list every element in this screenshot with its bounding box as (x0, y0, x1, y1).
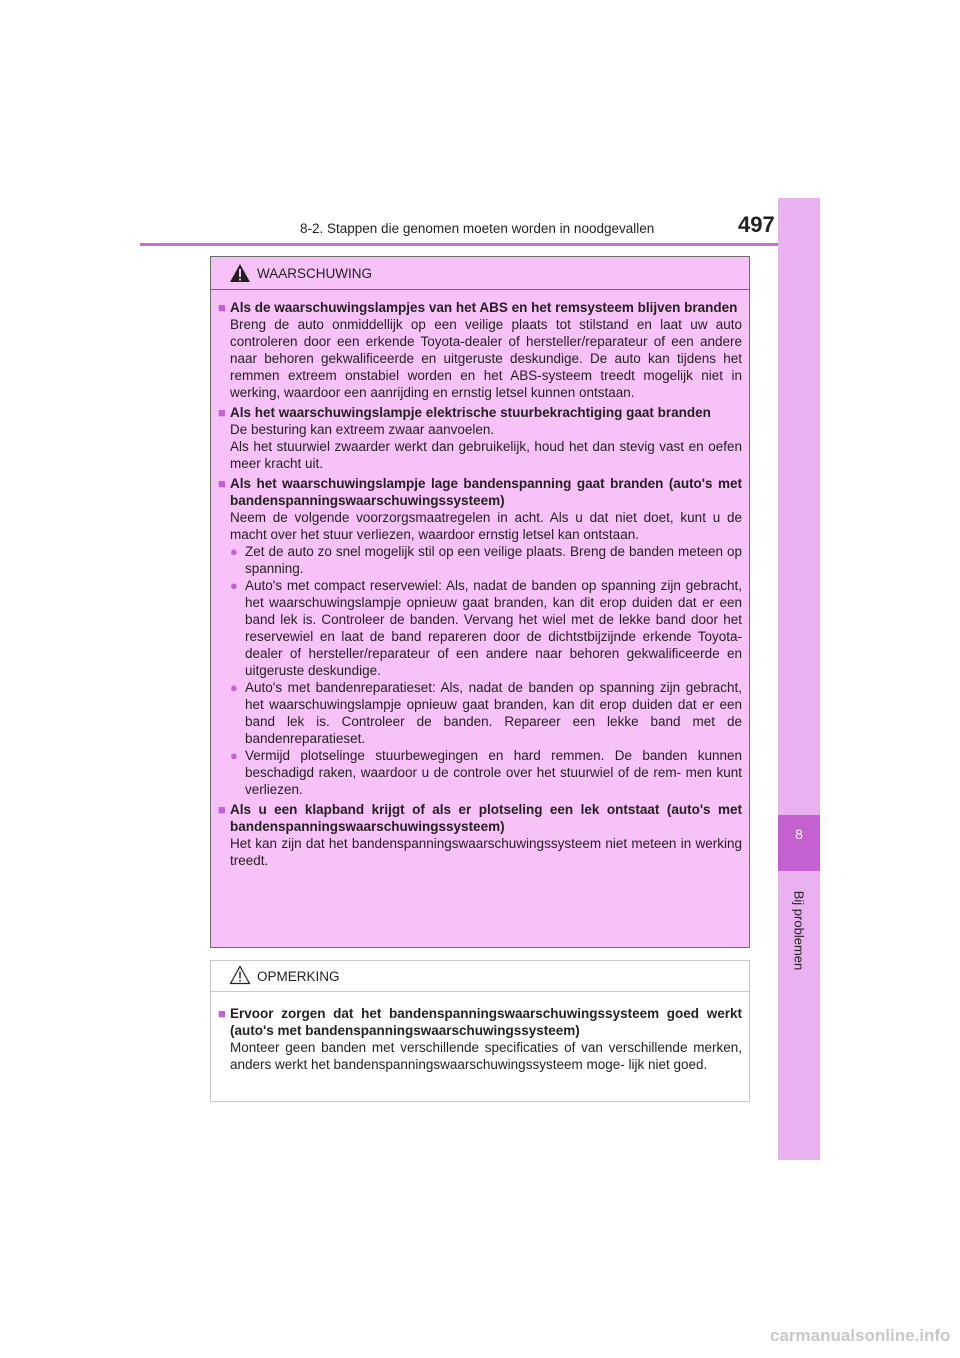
square-bullet-icon: ■ (218, 802, 226, 817)
topic-text: Als het stuurwiel zwaarder werkt dan gebruikelijk, houd het dan stevig vast en oefen meer kracht uit. (230, 439, 742, 471)
note-body (211, 992, 749, 1073)
warning-title: WAARSCHUWING (257, 266, 372, 281)
header-rule (140, 243, 820, 246)
topic-heading-text: Als het waarschuwingslampje elektrische stuurbekrachtiging gaat branden (230, 405, 711, 420)
topic-text: Breng de auto onmiddellijk op een veilige plaats tot stilstand en laat uw auto controleren door een erkende Toyota-dealer of hersteller/reparateur of een andere naar behoren gekwalificeerde en uitgeruste deskundige. De auto kan tijdens het remmen extreem onstabiel worden en het ABS-systeem treedt mogelijk niet in werking, waardoor een aanrijding en ernstig letsel kunnen ontstaan. (230, 317, 742, 400)
topic-heading (218, 299, 742, 316)
caution-triangle-icon (229, 965, 251, 985)
warning-body (211, 290, 749, 869)
list-item-text: Vermijd plotselinge stuurbewegingen en hard remmen. De banden kunnen beschadigd raken, waardoor u de controle over het stuurwiel of de rem- men kunt verliezen. (245, 748, 742, 797)
topic-heading (218, 1005, 742, 1039)
page-number: 497 (738, 212, 775, 237)
note-header (211, 961, 749, 992)
topic-text: Neem de volgende voorzorgsmaatregelen in acht. Als u dat niet doet, kunt u de macht over het stuur verliezen, waardoor ernstig letsel kan ontstaan. (230, 510, 742, 542)
topic-heading (218, 404, 742, 421)
list-item (230, 577, 742, 679)
dot-bullet-icon: ● (230, 544, 238, 559)
topic-heading (218, 475, 742, 509)
list-item (230, 679, 742, 747)
list-item-text: Auto's met compact reservewiel: Als, nadat de banden op spanning zijn gebracht, het waarschuwingslampje opnieuw gaat branden, kan dit erop duiden dat er een band lek is. Controleer de banden. Vervang het wiel met de lekke band door het reservewiel en laat de band repareren door de dichtstbijzijnde erkende Toyota-dealer of hersteller/reparateur of een andere naar behoren gekwalificeerde en uitgeruste deskundige. (245, 578, 742, 678)
topic-heading (218, 801, 742, 835)
chapter-side-tab (778, 198, 820, 1160)
list-item-text: Auto's met bandenreparatieset: Als, nadat de banden op spanning zijn gebracht, het waarschuwingslampje opnieuw gaat branden, kan dit erop duiden dat er een band lek is. Controleer de banden. Repareer een lekke band met de bandenreparatieset. (245, 680, 742, 746)
square-bullet-icon: ■ (218, 1006, 226, 1021)
topic-heading-text: Als u een klapband krijgt of als er plotseling een lek ontstaat (auto's met bandenspanningswaarschuwingssysteem) (230, 802, 742, 834)
dot-bullet-icon: ● (230, 578, 238, 593)
note-box (210, 960, 750, 1102)
warning-triangle-icon (229, 263, 251, 283)
chapter-label-wrapper (778, 880, 820, 980)
chapter-tab-active[interactable] (778, 815, 820, 871)
topic-text: Monteer geen banden met verschillende specificaties of van verschillende merken, anders werkt het bandenspanningswaarschuwingssysteem moge- lijk niet goed. (230, 1040, 742, 1072)
topic-heading-text: Ervoor zorgen dat het bandenspanningswaarschuwingssysteem goed werkt (auto's met bandenspanningswaarschuwingssysteem) (230, 1006, 742, 1038)
note-title: OPMERKING (257, 969, 340, 984)
list-item (230, 543, 742, 577)
section-title: 8-2. Stappen die genomen moeten worden in noodgevallen (300, 221, 655, 236)
topic-heading-text: Als de waarschuwingslampjes van het ABS en het remsysteem blijven branden (230, 300, 738, 315)
square-bullet-icon: ■ (218, 405, 226, 420)
list-item (230, 747, 742, 798)
dot-bullet-icon: ● (230, 748, 238, 763)
warning-box (210, 256, 750, 948)
square-bullet-icon: ■ (218, 476, 226, 491)
list-item-text: Zet de auto zo snel mogelijk stil op een veilige plaats. Breng de banden meteen op spanning. (245, 544, 742, 576)
topic-heading-text: Als het waarschuwingslampje lage bandenspanning gaat branden (auto's met bandenspanningswaarschuwingssysteem) (230, 476, 742, 508)
warning-header (211, 257, 749, 290)
topic-text: Het kan zijn dat het bandenspanningswaarschuwingssysteem niet meteen in werking treedt. (230, 836, 742, 868)
square-bullet-icon: ■ (218, 300, 226, 315)
chapter-number: 8 (795, 826, 803, 842)
topic-text: De besturing kan extreem zwaar aanvoelen. (230, 422, 495, 437)
chapter-label: Bij problemen (791, 890, 807, 970)
dot-bullet-icon: ● (230, 680, 238, 695)
watermark: carmanualsonline.info (770, 1326, 951, 1345)
